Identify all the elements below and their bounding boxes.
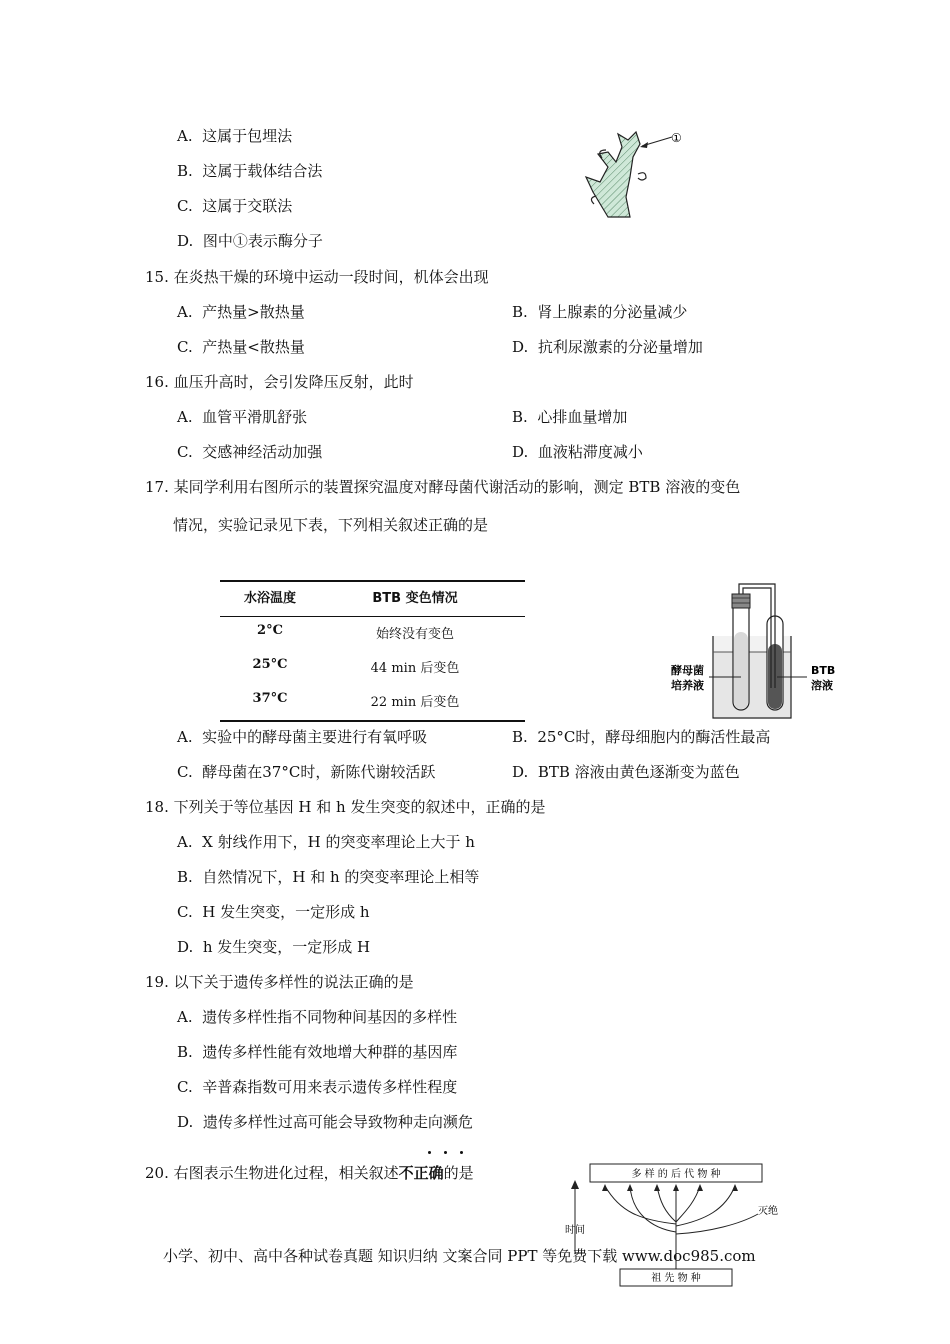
table-header-btb: BTB 变色情况 [372,591,458,606]
label-yeast-culture: 酵母菌 [671,664,704,677]
descendant-species-label: 多 样 的 后 代 物 种 [631,1169,721,1180]
q17-table [220,580,525,722]
extinct-branch [676,1214,758,1234]
q16-option-a: A. 血管平滑肌舒张 [177,408,308,426]
q19-option-a: A. 遗传多样性指不同物种间基因的多样性 [177,1008,458,1026]
q17-option-a: A. 实验中的酵母菌主要进行有氧呼吸 [177,728,428,746]
yeast-culture-liquid [734,632,748,709]
branch [605,1186,676,1224]
q19-option-b: B. 遗传多样性能有效地增大种群的基因库 [177,1043,458,1061]
table-bottom-rule [220,720,525,722]
q17-stem-line2: 情况，实验记录见下表，下列相关叙述正确的是 [173,516,489,534]
extinct-label: 灭绝 [758,1206,778,1217]
q14-option-d: D. 图中①表示酶分子 [177,232,323,250]
q16-option-c: C. 交感神经活动加强 [177,443,323,461]
q18-stem: 18. 下列关于等位基因 H 和 h 发生突变的叙述中，正确的是 [145,798,546,816]
q15-option-a: A. 产热量>散热量 [177,303,305,321]
table-cell-temp: 37°C [252,691,288,706]
q14-option-a-text: 这属于包埋法 [202,127,293,145]
q18-option-b: B. 自然情况下，H 和 h 的突变率理论上相等 [177,868,480,886]
q20-stem: 20. 右图表示生物进化过程，相关叙述不正确的是 [145,1164,474,1182]
table-cell-temp: 25°C [252,657,288,672]
label-btb: BTB [811,664,836,677]
q19-option-c: C. 辛普森指数可用来表示遗传多样性程度 [177,1078,458,1096]
table-top-rule [220,580,525,582]
table-header-rule [220,616,525,617]
q17-option-b: B. 25°C时，酵母细胞内的酶活性最高 [512,728,771,746]
label-btb-solution: 溶液 [811,679,833,692]
q14-option-b: B. 这属于载体结合法 [177,162,323,180]
q17-option-d: D. BTB 溶液由黄色逐渐变为蓝色 [512,763,740,781]
table-cell-btb: 44 min 后变色 [370,661,460,676]
branch [657,1186,676,1222]
figure-label-1: ① [671,131,682,145]
branch [676,1186,735,1226]
q20-evolution-figure [560,1162,790,1290]
page-footer: 小学、初中、高中各种试卷真题 知识归纳 文案合同 PPT 等免费下载 www.doc985.com [163,1247,756,1265]
q17-apparatus-figure [665,578,845,724]
time-arrow-icon [571,1180,579,1189]
q14-option-a: A. 这属于包埋法 [177,127,293,145]
q19-option-d: D. 遗传多样性过高可能会导致物种走向濒危 [177,1113,473,1131]
q14-option-c-text: 这属于交联法 [202,197,293,215]
table-cell-btb: 始终没有变色 [375,627,454,642]
enzyme-molecule [591,196,596,204]
emphasis-dots [428,1151,468,1155]
q17-stem-line1: 17. 某同学利用右图所示的装置探究温度对酵母菌代谢活动的影响，测定 BTB 溶液的变色 [145,478,741,496]
q15-stem: 15. 在炎热干燥的环境中运动一段时间，机体会出现 [145,268,489,286]
branch [630,1186,676,1232]
stopper [732,594,750,608]
time-label: 时间 [565,1225,585,1236]
q18-option-a: A. X 射线作用下，H 的突变率理论上大于 h [177,833,475,851]
arrow-head-icon [640,142,648,148]
q16-stem: 16. 血压升高时，会引发降压反射，此时 [145,373,414,391]
q16-option-b: B. 心排血量增加 [512,408,628,426]
q18-option-c: C. H 发生突变，一定形成 h [177,903,370,921]
label-yeast-culture-2: 培养液 [671,679,704,692]
q17-option-c: C. 酵母菌在37°C时，新陈代谢较活跃 [177,763,436,781]
carrier-shape [586,132,640,217]
q14-option-d-text: 图中①表示酶分子 [202,232,323,250]
q15-option-d: D. 抗利尿激素的分泌量增加 [512,338,703,356]
q19-stem: 19. 以下关于遗传多样性的说法正确的是 [145,973,414,991]
ancestor-species-label: 祖 先 物 种 [651,1273,701,1284]
table-cell-temp: 2°C [257,623,283,638]
q14-option-b-text: 这属于载体结合法 [202,162,323,180]
q20-emphasis: 不正确 [398,1164,444,1182]
q14-enzyme-figure [578,122,698,222]
q15-option-b: B. 肾上腺素的分泌量减少 [512,303,688,321]
table-header-temp: 水浴温度 [243,591,296,606]
branch [676,1186,700,1222]
q16-option-d: D. 血液粘滞度减小 [512,443,643,461]
q14-option-c: C. 这属于交联法 [177,197,293,215]
table-cell-btb: 22 min 后变色 [370,695,460,710]
enzyme-molecule [638,173,646,180]
q15-option-c: C. 产热量<散热量 [177,338,305,356]
q18-option-d: D. h 发生突变，一定形成 H [177,938,371,956]
